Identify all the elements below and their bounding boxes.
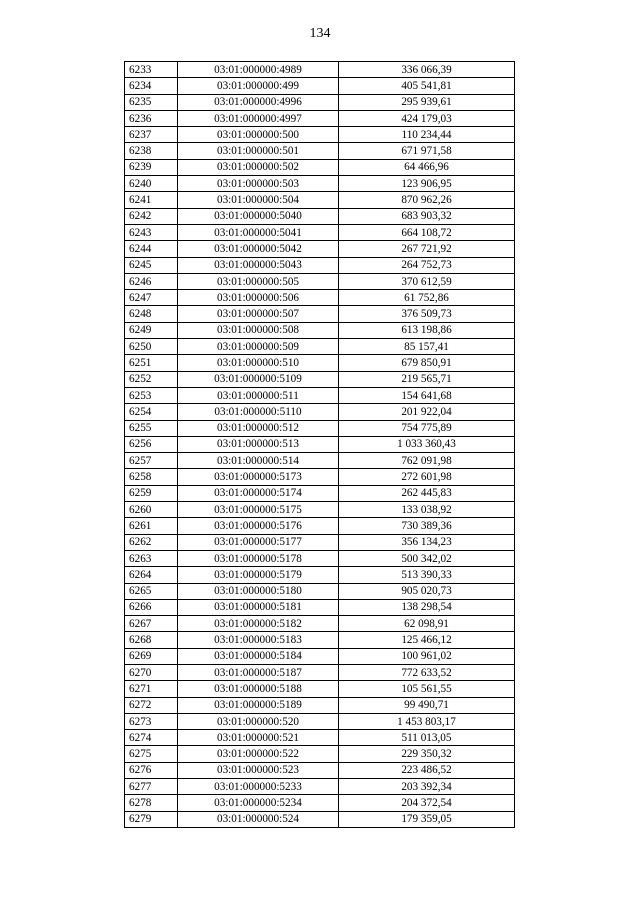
table-row: [125, 371, 515, 387]
value-cell: 295 939,61: [339, 94, 515, 110]
value-cell: 376 509,73: [339, 306, 515, 322]
cadastral-number-cell: 03:01:000000:506: [178, 290, 339, 306]
table-row: [125, 599, 515, 615]
row-number-cell: 6275: [125, 746, 178, 762]
value-cell: 264 752,73: [339, 257, 515, 273]
row-number-cell: 6255: [125, 420, 178, 436]
row-number-cell: 6249: [125, 322, 178, 338]
value-cell: 754 775,89: [339, 420, 515, 436]
table-row: [125, 62, 515, 78]
value-cell: 110 234,44: [339, 127, 515, 143]
table-row: [125, 78, 515, 94]
value-cell: 223 486,52: [339, 762, 515, 778]
value-cell: 683 903,32: [339, 208, 515, 224]
table-row: [125, 746, 515, 762]
row-number-cell: 6259: [125, 485, 178, 501]
row-number-cell: 6236: [125, 110, 178, 126]
cadastral-number-cell: 03:01:000000:5178: [178, 550, 339, 566]
value-cell: 405 541,81: [339, 78, 515, 94]
value-cell: 513 390,33: [339, 567, 515, 583]
cadastral-number-cell: 03:01:000000:5189: [178, 697, 339, 713]
cadastral-number-cell: 03:01:000000:499: [178, 78, 339, 94]
row-number-cell: 6252: [125, 371, 178, 387]
data-table: [124, 61, 515, 828]
row-number-cell: 6235: [125, 94, 178, 110]
table-row: [125, 143, 515, 159]
cadastral-number-cell: 03:01:000000:5184: [178, 648, 339, 664]
row-number-cell: 6238: [125, 143, 178, 159]
value-cell: 870 962,26: [339, 192, 515, 208]
row-number-cell: 6276: [125, 762, 178, 778]
value-cell: 336 066,39: [339, 62, 515, 78]
table-row: [125, 518, 515, 534]
row-number-cell: 6253: [125, 387, 178, 403]
row-number-cell: 6262: [125, 534, 178, 550]
value-cell: 154 641,68: [339, 387, 515, 403]
cadastral-number-cell: 03:01:000000:5041: [178, 224, 339, 240]
cadastral-number-cell: 03:01:000000:5040: [178, 208, 339, 224]
table-row: [125, 159, 515, 175]
row-number-cell: 6271: [125, 681, 178, 697]
cadastral-number-cell: 03:01:000000:5234: [178, 795, 339, 811]
table-row: [125, 322, 515, 338]
value-cell: 179 359,05: [339, 811, 515, 827]
row-number-cell: 6266: [125, 599, 178, 615]
cadastral-number-cell: 03:01:000000:523: [178, 762, 339, 778]
cadastral-number-cell: 03:01:000000:5187: [178, 664, 339, 680]
value-cell: 204 372,54: [339, 795, 515, 811]
cadastral-number-cell: 03:01:000000:504: [178, 192, 339, 208]
table-row: [125, 420, 515, 436]
value-cell: 133 038,92: [339, 502, 515, 518]
table-row: [125, 273, 515, 289]
table-row: [125, 192, 515, 208]
table-row: [125, 241, 515, 257]
cadastral-number-cell: 03:01:000000:5233: [178, 779, 339, 795]
cadastral-number-cell: 03:01:000000:511: [178, 387, 339, 403]
value-cell: 370 612,59: [339, 273, 515, 289]
table-row: [125, 436, 515, 452]
value-cell: 730 389,36: [339, 518, 515, 534]
row-number-cell: 6242: [125, 208, 178, 224]
cadastral-number-cell: 03:01:000000:5109: [178, 371, 339, 387]
row-number-cell: 6254: [125, 404, 178, 420]
table-row: [125, 110, 515, 126]
table-row: [125, 290, 515, 306]
cadastral-number-cell: 03:01:000000:5183: [178, 632, 339, 648]
row-number-cell: 6279: [125, 811, 178, 827]
row-number-cell: 6277: [125, 779, 178, 795]
row-number-cell: 6265: [125, 583, 178, 599]
value-cell: 219 565,71: [339, 371, 515, 387]
table-row: [125, 387, 515, 403]
row-number-cell: 6234: [125, 78, 178, 94]
table-row: [125, 567, 515, 583]
cadastral-number-cell: 03:01:000000:5174: [178, 485, 339, 501]
cadastral-number-cell: 03:01:000000:5176: [178, 518, 339, 534]
cadastral-number-cell: 03:01:000000:5180: [178, 583, 339, 599]
cadastral-number-cell: 03:01:000000:521: [178, 730, 339, 746]
table-row: [125, 648, 515, 664]
row-number-cell: 6267: [125, 616, 178, 632]
table-row: [125, 762, 515, 778]
cadastral-number-cell: 03:01:000000:4996: [178, 94, 339, 110]
table-row: [125, 355, 515, 371]
cadastral-number-cell: 03:01:000000:507: [178, 306, 339, 322]
cadastral-number-cell: 03:01:000000:513: [178, 436, 339, 452]
cadastral-number-cell: 03:01:000000:4989: [178, 62, 339, 78]
table-row: [125, 306, 515, 322]
value-cell: 105 561,55: [339, 681, 515, 697]
cadastral-number-cell: 03:01:000000:5042: [178, 241, 339, 257]
table-row: [125, 795, 515, 811]
row-number-cell: 6264: [125, 567, 178, 583]
value-cell: 772 633,52: [339, 664, 515, 680]
value-cell: 905 020,73: [339, 583, 515, 599]
table-row: [125, 453, 515, 469]
row-number-cell: 6270: [125, 664, 178, 680]
cadastral-number-cell: 03:01:000000:5043: [178, 257, 339, 273]
cadastral-number-cell: 03:01:000000:522: [178, 746, 339, 762]
table-row: [125, 730, 515, 746]
row-number-cell: 6257: [125, 453, 178, 469]
row-number-cell: 6239: [125, 159, 178, 175]
cadastral-number-cell: 03:01:000000:508: [178, 322, 339, 338]
cadastral-number-cell: 03:01:000000:520: [178, 713, 339, 729]
table-row: [125, 176, 515, 192]
cadastral-number-cell: 03:01:000000:5175: [178, 502, 339, 518]
row-number-cell: 6269: [125, 648, 178, 664]
table-row: [125, 664, 515, 680]
value-cell: 229 350,32: [339, 746, 515, 762]
value-cell: 123 906,95: [339, 176, 515, 192]
value-cell: 99 490,71: [339, 697, 515, 713]
value-cell: 613 198,86: [339, 322, 515, 338]
row-number-cell: 6272: [125, 697, 178, 713]
table-row: [125, 404, 515, 420]
cadastral-number-cell: 03:01:000000:5177: [178, 534, 339, 550]
row-number-cell: 6260: [125, 502, 178, 518]
row-number-cell: 6251: [125, 355, 178, 371]
value-cell: 267 721,92: [339, 241, 515, 257]
value-cell: 262 445,83: [339, 485, 515, 501]
table-row: [125, 616, 515, 632]
value-cell: 1 453 803,17: [339, 713, 515, 729]
row-number-cell: 6243: [125, 224, 178, 240]
table-row: [125, 534, 515, 550]
row-number-cell: 6273: [125, 713, 178, 729]
value-cell: 500 342,02: [339, 550, 515, 566]
table-row: [125, 697, 515, 713]
value-cell: 664 108,72: [339, 224, 515, 240]
table-row: [125, 485, 515, 501]
cadastral-number-cell: 03:01:000000:5110: [178, 404, 339, 420]
row-number-cell: 6240: [125, 176, 178, 192]
row-number-cell: 6263: [125, 550, 178, 566]
value-cell: 61 752,86: [339, 290, 515, 306]
value-cell: 424 179,03: [339, 110, 515, 126]
value-cell: 356 134,23: [339, 534, 515, 550]
cadastral-number-cell: 03:01:000000:5181: [178, 599, 339, 615]
row-number-cell: 6245: [125, 257, 178, 273]
value-cell: 85 157,41: [339, 339, 515, 355]
cadastral-number-cell: 03:01:000000:5173: [178, 469, 339, 485]
cadastral-number-cell: 03:01:000000:510: [178, 355, 339, 371]
cadastral-number-cell: 03:01:000000:514: [178, 453, 339, 469]
table-row: [125, 713, 515, 729]
row-number-cell: 6261: [125, 518, 178, 534]
row-number-cell: 6248: [125, 306, 178, 322]
row-number-cell: 6268: [125, 632, 178, 648]
cadastral-number-cell: 03:01:000000:512: [178, 420, 339, 436]
row-number-cell: 6247: [125, 290, 178, 306]
table-row: [125, 681, 515, 697]
table-row: [125, 208, 515, 224]
row-number-cell: 6258: [125, 469, 178, 485]
value-cell: 138 298,54: [339, 599, 515, 615]
table-row: [125, 127, 515, 143]
row-number-cell: 6246: [125, 273, 178, 289]
value-cell: 203 392,34: [339, 779, 515, 795]
cadastral-number-cell: 03:01:000000:5182: [178, 616, 339, 632]
value-cell: 201 922,04: [339, 404, 515, 420]
row-number-cell: 6278: [125, 795, 178, 811]
row-number-cell: 6244: [125, 241, 178, 257]
cadastral-number-cell: 03:01:000000:501: [178, 143, 339, 159]
table-row: [125, 502, 515, 518]
table-row: [125, 94, 515, 110]
table-row: [125, 257, 515, 273]
cadastral-number-cell: 03:01:000000:500: [178, 127, 339, 143]
row-number-cell: 6250: [125, 339, 178, 355]
table-row: [125, 632, 515, 648]
value-cell: 679 850,91: [339, 355, 515, 371]
cadastral-number-cell: 03:01:000000:5188: [178, 681, 339, 697]
row-number-cell: 6233: [125, 62, 178, 78]
page-number: 134: [309, 26, 331, 41]
value-cell: 272 601,98: [339, 469, 515, 485]
table-body: [125, 62, 515, 828]
value-cell: 671 971,58: [339, 143, 515, 159]
value-cell: 62 098,91: [339, 616, 515, 632]
value-cell: 125 466,12: [339, 632, 515, 648]
value-cell: 100 961,02: [339, 648, 515, 664]
table-row: [125, 779, 515, 795]
table-row: [125, 224, 515, 240]
row-number-cell: 6256: [125, 436, 178, 452]
cadastral-number-cell: 03:01:000000:4997: [178, 110, 339, 126]
cadastral-number-cell: 03:01:000000:503: [178, 176, 339, 192]
value-cell: 762 091,98: [339, 453, 515, 469]
cadastral-number-cell: 03:01:000000:502: [178, 159, 339, 175]
value-cell: 1 033 360,43: [339, 436, 515, 452]
table-row: [125, 469, 515, 485]
row-number-cell: 6237: [125, 127, 178, 143]
cadastral-number-cell: 03:01:000000:5179: [178, 567, 339, 583]
value-cell: 64 466,96: [339, 159, 515, 175]
table-row: [125, 550, 515, 566]
value-cell: 511 013,05: [339, 730, 515, 746]
row-number-cell: 6241: [125, 192, 178, 208]
table-row: [125, 811, 515, 827]
row-number-cell: 6274: [125, 730, 178, 746]
table-row: [125, 583, 515, 599]
cadastral-number-cell: 03:01:000000:524: [178, 811, 339, 827]
cadastral-number-cell: 03:01:000000:509: [178, 339, 339, 355]
table-row: [125, 339, 515, 355]
cadastral-number-cell: 03:01:000000:505: [178, 273, 339, 289]
